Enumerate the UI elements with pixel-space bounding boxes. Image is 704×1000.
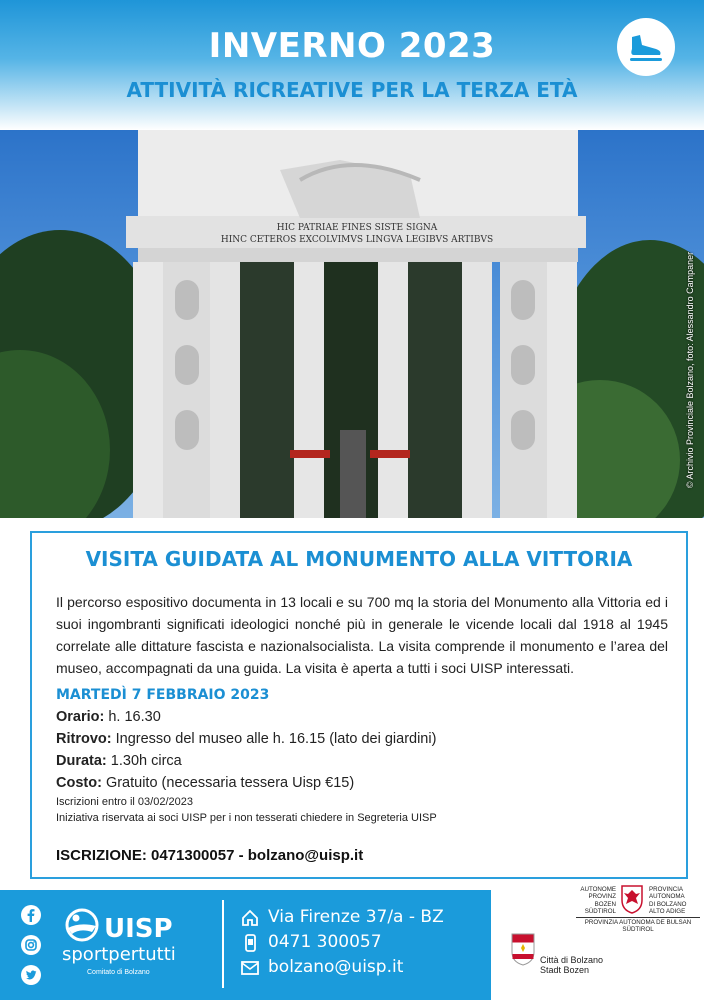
uisp-brand: UISP: [104, 914, 173, 944]
costo-label: Costo:: [56, 775, 102, 791]
mail-icon: [240, 958, 260, 978]
event-title: VISITA GUIDATA AL MONUMENTO ALLA VITTORIA: [85, 547, 633, 571]
inscription-line2: HINC CETEROS EXCOLVIMVS LINGVA LEGIBVS ARTIBVS: [220, 235, 494, 245]
orario-value: h. 16.30: [104, 709, 161, 725]
prov-ladin: PROVINZIA AUTONOMA DE BULSAN SÜDTIROL: [584, 919, 692, 934]
durata-label: Durata:: [56, 753, 107, 769]
page-title: INVERNO 2023: [208, 26, 496, 66]
inscription-line1: HIC PATRIAE FINES SISTE SIGNA: [276, 223, 438, 233]
footer-phone[interactable]: 0471 300057: [268, 932, 382, 952]
eagle-coat-of-arms-icon: [620, 884, 644, 914]
prov-italian: PROVINCIA AUTONOMA DI BOLZANO ALTO ADIGE: [649, 886, 687, 916]
ritrovo-row: [56, 731, 436, 747]
twitter-icon[interactable]: [20, 964, 42, 986]
footer-divider: [222, 900, 224, 988]
orario-row: [56, 709, 161, 725]
registration-deadline: Iscrizioni entro il 03/02/2023: [56, 796, 193, 808]
uisp-committee: Comitato di Bolzano: [87, 969, 150, 976]
event-description: Il percorso espositivo documenta in 13 locali e su 700 mq la storia del Monumento alla Vittoria ed i suoi ingombranti significati ideologici nonché più in generale le vicende locali dal 1918 al 1945 correlate alle dittature fascista e nazionalsocialista. La visita comprende il monumento e l’area del museo, accompagnati da una guida. La visita è aperta a tutti i soci UISP interessati.: [56, 594, 668, 676]
phone-icon: [240, 933, 260, 953]
event-date: MARTEDÌ 7 FEBBRAIO 2023: [56, 687, 270, 703]
prov-german: AUTONOME PROVINZ BOZEN SÜDTIROL: [580, 886, 616, 916]
footer-email[interactable]: bolzano@uisp.it: [268, 957, 404, 977]
members-note: Iniziativa riservata ai soci UISP per i non tesserati chiedere in Segreteria UISP: [56, 812, 437, 824]
prov-separator: [576, 917, 700, 918]
costo-row: [56, 775, 354, 791]
ritrovo-value: Ingresso del museo alle h. 16.15 (lato dei giardini): [111, 731, 437, 747]
uisp-logo-icon: [62, 908, 102, 942]
registration-contact: ISCRIZIONE: 0471300057 - bolzano@uisp.it: [56, 847, 364, 864]
costo-value: Gratuito (necessaria tessera Uisp €15): [101, 775, 355, 791]
bolzano-coat-of-arms-icon: [510, 932, 536, 966]
durata-value: 1.30h circa: [106, 753, 182, 769]
event-box: [30, 531, 688, 879]
header-banner: [0, 0, 704, 130]
footer-address: Via Firenze 37/a - BZ: [268, 907, 444, 927]
instagram-icon[interactable]: [20, 934, 42, 956]
city-name: Città di Bolzano Stadt Bozen: [540, 955, 604, 975]
photo-credit: © Archivio Provinciale Bolzano, foto: Alessandro Campaner: [685, 251, 695, 489]
orario-label: Orario:: [56, 709, 105, 725]
durata-row: [56, 753, 182, 769]
skate-icon: [617, 18, 675, 76]
monument-photo: [0, 130, 704, 518]
facebook-icon[interactable]: [20, 904, 42, 926]
ritrovo-label: Ritrovo:: [56, 731, 112, 747]
uisp-tagline: sportpertutti: [62, 944, 176, 965]
page-subtitle: ATTIVITÀ RICREATIVE PER LA TERZA ETÀ: [126, 78, 578, 102]
home-icon: [240, 908, 260, 928]
